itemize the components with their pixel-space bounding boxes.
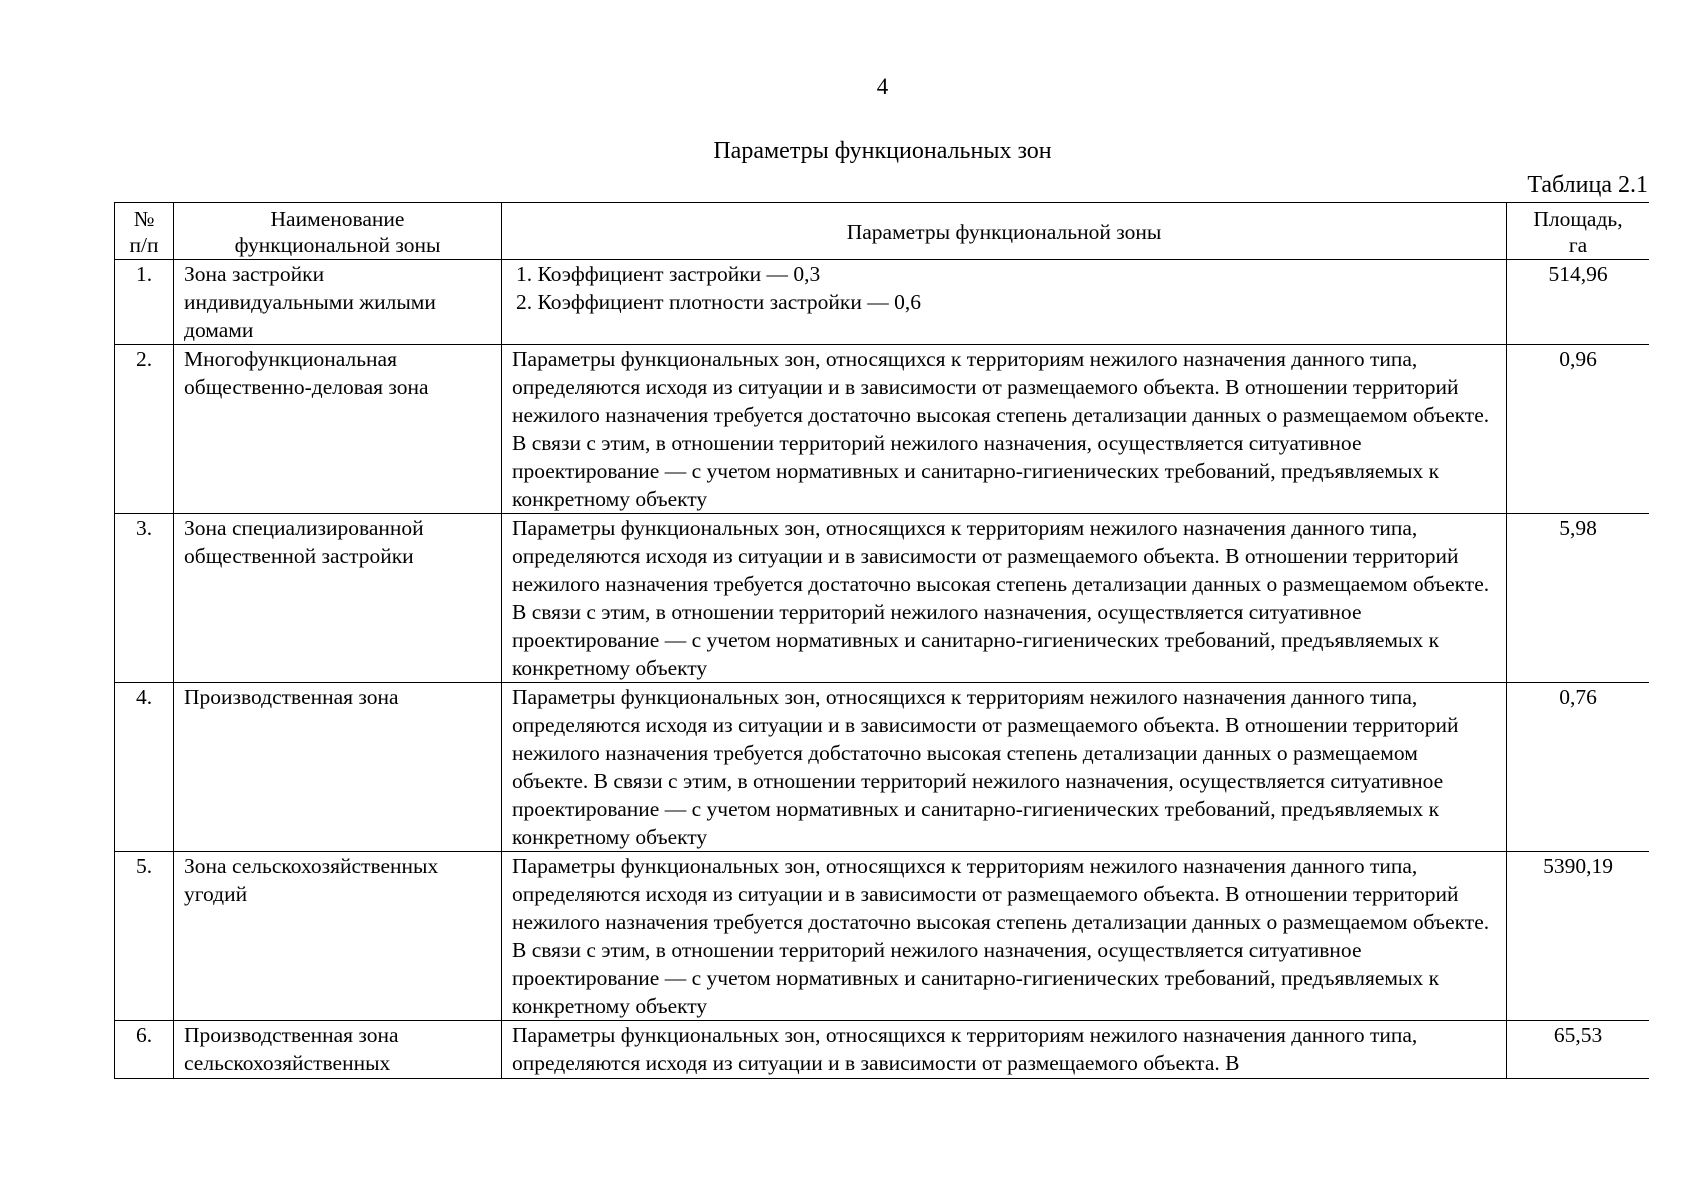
zone-name: Многофункциональная общественно-деловая зона xyxy=(174,345,502,514)
row-num: 6. xyxy=(115,1021,174,1080)
zone-name: Зона сельскохозяйственных угодий xyxy=(174,852,502,1021)
zone-name: Зона застройки индивидуальными жилыми домами xyxy=(174,260,502,345)
table-row xyxy=(115,514,1650,683)
table-row xyxy=(115,260,1650,345)
table-row xyxy=(115,683,1650,852)
header-num: № п/п xyxy=(115,203,174,260)
zone-area: 0,76 xyxy=(1507,683,1650,852)
zone-name: Производственная зона сельскохозяйственных xyxy=(174,1021,502,1080)
header-area: Площадь, га xyxy=(1507,203,1650,260)
page-title: Параметры функциональных зон xyxy=(713,138,1052,164)
zone-name: Производственная зона xyxy=(174,683,502,852)
header-params: Параметры функциональной зоны xyxy=(502,203,1507,260)
header-name: Наименование функциональной зоны xyxy=(174,203,502,260)
zone-params: Параметры функциональных зон, относящихся к территориям нежилого назначения данного типа, определяются исходя из ситуации и в зависимости от размещаемого объекта. В отношении территорий нежилого назначения требуется достаточно высокая степень детализации данных о размещаемом объекте. В связи с этим, в отношении территорий нежилого назначения, осуществляется ситуативное проектирование — с учетом нормативных и санитарно-гигиенических требований, предъявляемых к конкретному объекту xyxy=(502,514,1507,683)
row-num: 3. xyxy=(115,514,174,683)
row-num: 4. xyxy=(115,683,174,852)
zone-params: Параметры функциональных зон, относящихся к территориям нежилого назначения данного типа, определяются исходя из ситуации и в зависимости от размещаемого объекта. В отношении территорий нежилого назначения требуется достаточно высокая степень детализации данных о размещаемом объекте. В связи с этим, в отношении территорий нежилого назначения, осуществляется ситуативное проектирование — с учетом нормативных и санитарно-гигиенических требований, предъявляемых к конкретному объекту xyxy=(502,852,1507,1021)
row-num: 5. xyxy=(115,852,174,1021)
zone-area: 514,96 xyxy=(1507,260,1650,345)
zone-params: Параметры функциональных зон, относящихся к территориям нежилого назначения данного типа, определяются исходя из ситуации и в зависимости от размещаемого объекта. В отношении территорий нежилого назначения требуется достаточно высокая степень детализации данных о размещаемом объекте. В связи с этим, в отношении территорий нежилого назначения, осуществляется ситуативное проектирование — с учетом нормативных и санитарно-гигиенических требований, предъявляемых к конкретному объекту xyxy=(502,345,1507,514)
zone-area: 65,53 xyxy=(1507,1021,1650,1080)
zone-name: Зона специализированной общественной застройки xyxy=(174,514,502,683)
zone-params xyxy=(502,260,1507,345)
table-row xyxy=(115,345,1650,514)
zones-table xyxy=(114,202,1649,1079)
table-row xyxy=(115,852,1650,1021)
table-label: Таблица 2.1 xyxy=(1527,172,1648,198)
param-item: 2. Коэффициент плотности застройки — 0,6 xyxy=(516,290,921,314)
table-row xyxy=(115,1021,1650,1080)
zone-area: 5,98 xyxy=(1507,514,1650,683)
row-num: 1. xyxy=(115,260,174,345)
table-header-row xyxy=(115,203,1650,260)
table-container xyxy=(114,202,1649,1079)
param-item: 1. Коэффициент застройки — 0,3 xyxy=(516,262,821,286)
zone-area: 0,96 xyxy=(1507,345,1650,514)
zone-params: Параметры функциональных зон, относящихся к территориям нежилого назначения данного типа, определяются исходя из ситуации и в зависимости от размещаемого объекта. В xyxy=(502,1021,1507,1080)
zone-params: Параметры функциональных зон, относящихся к территориям нежилого назначения данного типа, определяются исходя из ситуации и в зависимости от размещаемого объекта. В отношении территорий нежилого назначения требуется добстаточно высокая степень детализации данных о размещаемом объекте. В связи с этим, в отношении территорий нежилого назначения, осуществляется ситуативное проектирование — с учетом нормативных и санитарно-гигиенических требований, предъявляемых к конкретному объекту xyxy=(502,683,1507,852)
page-number: 4 xyxy=(876,74,889,99)
zone-area: 5390,19 xyxy=(1507,852,1650,1021)
row-num: 2. xyxy=(115,345,174,514)
